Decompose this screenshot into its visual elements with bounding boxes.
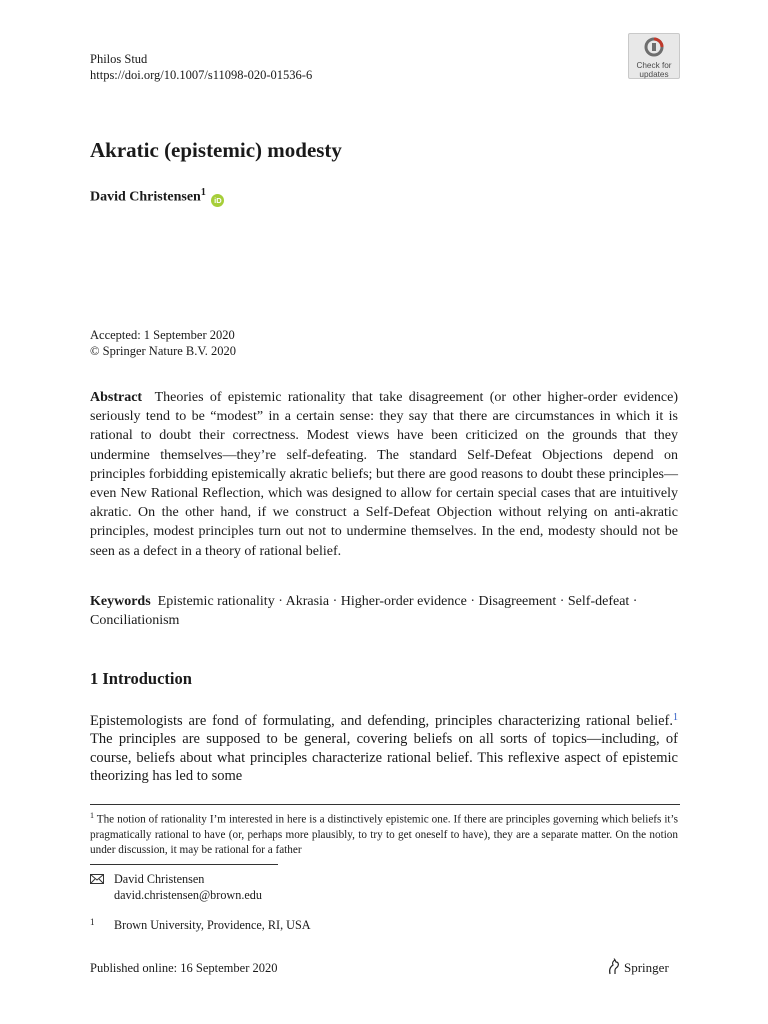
springer-horse-icon	[606, 958, 622, 976]
doi-link[interactable]: https://doi.org/10.1007/s11098-020-01536-6	[90, 68, 313, 82]
keywords-text: Epistemic rationality · Akrasia · Higher-order evidence · Disagreement · Self-defeat · Conciliationism	[90, 594, 638, 629]
author-name[interactable]: David Christensen	[90, 189, 201, 205]
springer-logo	[606, 958, 669, 976]
intro-text-after: The principles are supposed to be general, covering beliefs on all sorts of topics—including, of course, beliefs about what principles characterize rational belief. This reflexive aspect of epistemic theorizing has led to some	[90, 731, 678, 785]
orcid-icon[interactable]: iD	[211, 194, 224, 207]
affiliation-text: Brown University, Providence, RI, USA	[114, 918, 311, 932]
footnote	[90, 808, 678, 858]
correspondence	[90, 871, 262, 903]
author-info-divider	[90, 864, 278, 865]
intro-paragraph	[90, 709, 678, 786]
accepted-date: Accepted: 1 September 2020	[90, 328, 235, 342]
keywords	[90, 592, 678, 630]
springer-wordmark: Springer	[624, 960, 669, 975]
copyright-line: © Springer Nature B.V. 2020	[90, 344, 237, 358]
check-for-updates-badge[interactable]	[628, 33, 680, 79]
abstract-label: Abstract	[90, 390, 143, 405]
section-heading: 1 Introduction	[90, 669, 192, 688]
abstract-text: Theories of epistemic rationality that take disagreement (or other higher-order evidence) seriously tend to be “modest” in a certain sense: they say that there are circumstances in which it is rational to doubt their correctness. Modest views have been criticized on the grounds that they undermine themselves—they’re self-defeating. The standard Self-Defeat Objections depend on principles forbidding epistemically akratic beliefs; but there are good reasons to doubt these principles—even New Rational Reflection, which was designed to allow for certain special cases that are intuitively akratic. On the other hand, if we construct a Self-Defeat Objection without relying on anti-akratic principles, modest principles turn out not to undermine themselves. In the end, modesty should not be seen as a defect in a theory of rational belief.	[90, 390, 678, 559]
check-updates-icon	[644, 37, 664, 57]
intro-text-before: Epistemologists are fond of formulating, and defending, principles characterizing rational belief.	[90, 713, 673, 729]
published-online: Published online: 16 September 2020	[90, 961, 278, 975]
footnote-text: The notion of rationality I’m interested in here is a distinctively epistemic one. If there are principles governing which beliefs it’s pragmatically rational to have (or, perhaps more plausibly, to try to get oneself to have), they are a separate matter. On the notion under discussion, it may be rational for a father	[90, 813, 678, 857]
paper-title: Akratic (epistemic) modesty	[90, 138, 342, 162]
abstract	[90, 388, 678, 561]
footnote-ref-link[interactable]: 1	[673, 712, 678, 723]
footnote-number: 1	[90, 811, 94, 820]
correspondence-email[interactable]: david.christensen@brown.edu	[114, 888, 262, 902]
badge-line-2: updates	[639, 69, 669, 79]
correspondence-name: David Christensen	[114, 872, 205, 886]
author-affil-mark: 1	[200, 187, 206, 198]
affiliation	[90, 917, 311, 933]
footnote-divider	[90, 804, 680, 805]
author-line	[90, 187, 224, 207]
publication-dates	[90, 327, 236, 359]
affiliation-number: 1	[90, 917, 95, 927]
journal-header	[90, 51, 312, 83]
keywords-label: Keywords	[90, 594, 151, 609]
badge-line-1: Check for	[636, 61, 672, 70]
journal-name: Philos Stud	[90, 52, 148, 66]
envelope-icon	[90, 874, 104, 884]
